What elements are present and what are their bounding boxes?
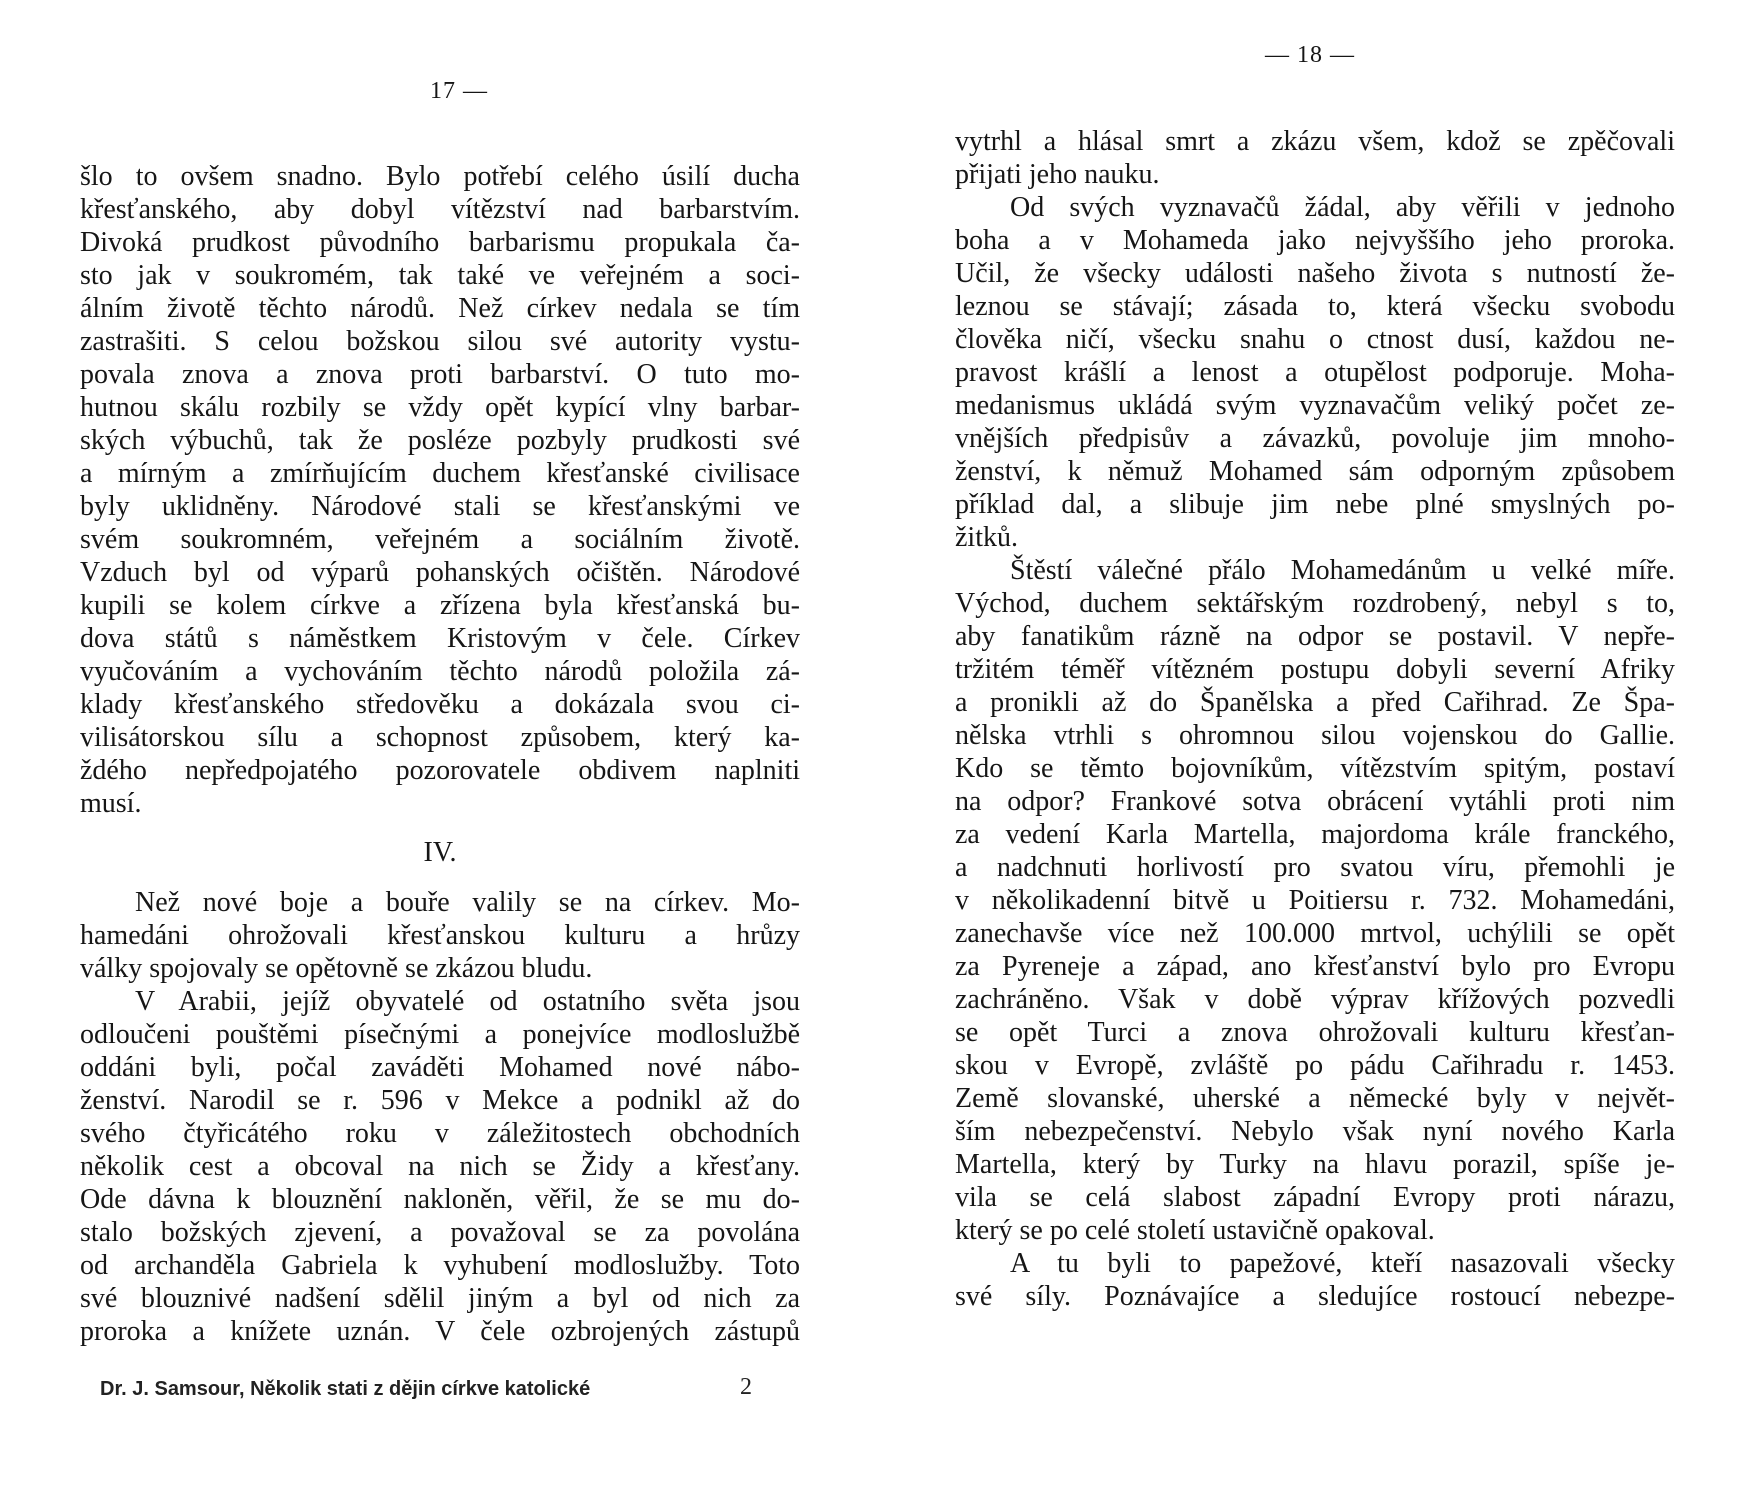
text-line: své síly. Poznávajíce a sledujíce rostoucí nebezpe- (955, 1281, 1675, 1312)
text-line: vilisátorskou sílu a schopnost způsobem, který ka- (80, 722, 800, 753)
text-line: Divoká prudkost původního barbarismu propukala ča- (80, 227, 800, 258)
text-line: Štěstí válečné přálo Mohamedánům u velké míře. (1010, 555, 1675, 586)
text-line: svém soukromném, veřejném a sociálním životě. (80, 524, 800, 555)
text-line: ším nebezpečenství. Nebylo však nyní nového Karla (955, 1116, 1675, 1147)
text-line: přijati jeho nauku. (955, 159, 1160, 190)
text-line: hamedáni ohrožovali křesťanskou kulturu a hrůzy (80, 920, 800, 951)
text-line: své blouznivé nadšení sdělil jiným a byl od nich za (80, 1283, 800, 1314)
text-line: oddáni byli, počal zaváděti Mohamed nové nábo- (80, 1052, 800, 1083)
left-page-number: 17 — (430, 78, 488, 104)
text-line: proroka a knížete uznán. V čele ozbrojených zástupů (80, 1316, 800, 1347)
footer-text: Dr. J. Samsour, Několik stati z dějin církve katolické (100, 1378, 591, 1400)
text-line: na odpor? Frankové sotva obrácení vytáhli proti nim (955, 786, 1675, 817)
text-line: vyučováním a vychováním těchto národů položila zá- (80, 656, 800, 687)
text-line: nělska vtrhli s ohromnou silou vojenskou do Gallie. (955, 720, 1675, 751)
text-line: zachráněno. Však v době výprav křížových pozvedli (955, 984, 1675, 1015)
text-line: křesťanského, aby dobyl vítězství nad barbarstvím. (80, 194, 800, 225)
text-line: klady křesťanského středověku a dokázala svou ci- (80, 689, 800, 720)
text-line: od archanděla Gabriela k vyhubení modloslužby. Toto (80, 1250, 800, 1281)
right-page-number: — 18 — (1265, 42, 1355, 68)
text-line: sto jak v soukromém, tak také ve veřejném a soci- (80, 260, 800, 291)
text-line: vila se celá slabost západní Evropy proti nárazu, (955, 1182, 1675, 1213)
text-line: Vzduch byl od výparů pohanských očištěn. Národové (80, 557, 800, 588)
footer-citation (100, 1374, 800, 1401)
text-line: za vedení Karla Martella, majordoma krále franckého, (955, 819, 1675, 850)
text-line: a pronikli až do Španělska a před Cařihrad. Ze Špa- (955, 687, 1675, 718)
text-line: Od svých vyznavačů žádal, aby věřili v jednoho (1010, 192, 1675, 223)
text-line: v několikadenní bitvě u Poitiersu r. 732. Mohamedáni, (955, 885, 1675, 916)
text-line: za Pyreneje a západ, ano křesťanství bylo pro Evropu (955, 951, 1675, 982)
text-line: byly uklidněny. Národové stali se křesťanskými ve (80, 491, 800, 522)
left-page-text (80, 160, 800, 1348)
text-line: Učil, že všecky události našeho života s nutností že- (955, 258, 1675, 289)
text-line: skou v Evropě, zvláště po pádu Cařihradu r. 1453. (955, 1050, 1675, 1081)
text-line: Než nové boje a bouře valily se na církev. Mo- (135, 887, 800, 918)
text-line: šlo to ovšem snadno. Bylo potřebí celého úsilí ducha (80, 161, 800, 192)
text-line: příklad dal, a slibuje jim nebe plné smyslných po- (955, 489, 1675, 520)
text-line: dova států s náměstkem Kristovým v čele. Církev (80, 623, 800, 654)
text-line: pravost krášlí a lenost a otupělost podporuje. Moha- (955, 357, 1675, 388)
text-line: se opět Turci a znova ohrožovali kulturu křesťan- (955, 1017, 1675, 1048)
text-line: vnějších předpisův a závazků, povoluje jim mnoho- (955, 423, 1675, 454)
text-line: musí. (80, 788, 142, 819)
text-line: V Arabii, jejíž obyvatelé od ostatního světa jsou (135, 986, 800, 1017)
text-line: boha a v Mohameda jako nejvyššího jeho proroka. (955, 225, 1675, 256)
text-line: leznou se stávají; zásada to, která všecku svobodu (955, 291, 1675, 322)
text-line: ských výbuchů, tak že posléze pozbyly prudkosti své (80, 425, 800, 456)
text-line: medanismus ukládá svým vyznavačům veliký počet ze- (955, 390, 1675, 421)
text-line: několik cest a obcoval na nich se Židy a křesťany. (80, 1151, 800, 1182)
text-line: álním životě těchto národů. Než církev nedala se tím (80, 293, 800, 324)
text-line: a mírným a zmírňujícím duchem křesťanské civilisace (80, 458, 800, 489)
text-line: hutnou skálu rozbily se vždy opět kypící vlny barbar- (80, 392, 800, 423)
text-line: svého čtyřicátého roku v záležitostech obchodních (80, 1118, 800, 1149)
text-line: Východ, duchem sektářským rozdrobený, nebyl s to, (955, 588, 1675, 619)
text-line: Martella, který by Turky na hlavu porazil, spíše je- (955, 1149, 1675, 1180)
text-line: Kdo se těmto bojovníkům, vítězstvím spitým, postaví (955, 753, 1675, 784)
text-line: žitků. (955, 522, 1018, 553)
text-line: ženství, k němuž Mohamed sám odporným způsobem (955, 456, 1675, 487)
text-line: tržitém téměř vítězném postupu dobyli severní Afriky (955, 654, 1675, 685)
text-line: aby fanatikům rázně na odpor se postavil. V nepře- (955, 621, 1675, 652)
text-line: povala znova a znova proti barbarství. O tuto mo- (80, 359, 800, 390)
text-line: Země slovanské, uherské a německé byly v největ- (955, 1083, 1675, 1114)
text-line: stalo božských zjevení, a považoval se za povolána (80, 1217, 800, 1248)
text-line: odloučeni pouštěmi písečnými a ponejvíce modloslužbě (80, 1019, 800, 1050)
section-heading: IV. (423, 837, 457, 868)
text-line: ženství. Narodil se r. 596 v Mekce a podnikl až do (80, 1085, 800, 1116)
text-line: člověka ničí, všecku snahu o ctnost dusí, každou ne- (955, 324, 1675, 355)
text-line: zanechavše více než 100.000 mrtvol, uchýlili se opět (955, 918, 1675, 949)
text-line: A tu byli to papežové, kteří nasazovali všecky (1010, 1248, 1675, 1279)
text-line: a nadchnuti horlivostí pro svatou víru, přemohli je (955, 852, 1675, 883)
signature-mark: 2 (740, 1374, 752, 1400)
text-line: války spojovaly se opětovně se zkázou bludu. (80, 953, 593, 984)
right-page-text (955, 125, 1675, 1313)
text-line: ždého nepředpojatého pozorovatele obdivem naplniti (80, 755, 800, 786)
text-line: vytrhl a hlásal smrt a zkázu všem, kdož se zpěčovali (955, 126, 1675, 157)
text-line: kupili se kolem církve a zřízena byla křesťanská bu- (80, 590, 800, 621)
text-line: který se po celé století ustavičně opakoval. (955, 1215, 1435, 1246)
text-line: Ode dávna k blouznění nakloněn, věřil, že se mu do- (80, 1184, 800, 1215)
text-line: zastrašiti. S celou božskou silou své autority vystu- (80, 326, 800, 357)
